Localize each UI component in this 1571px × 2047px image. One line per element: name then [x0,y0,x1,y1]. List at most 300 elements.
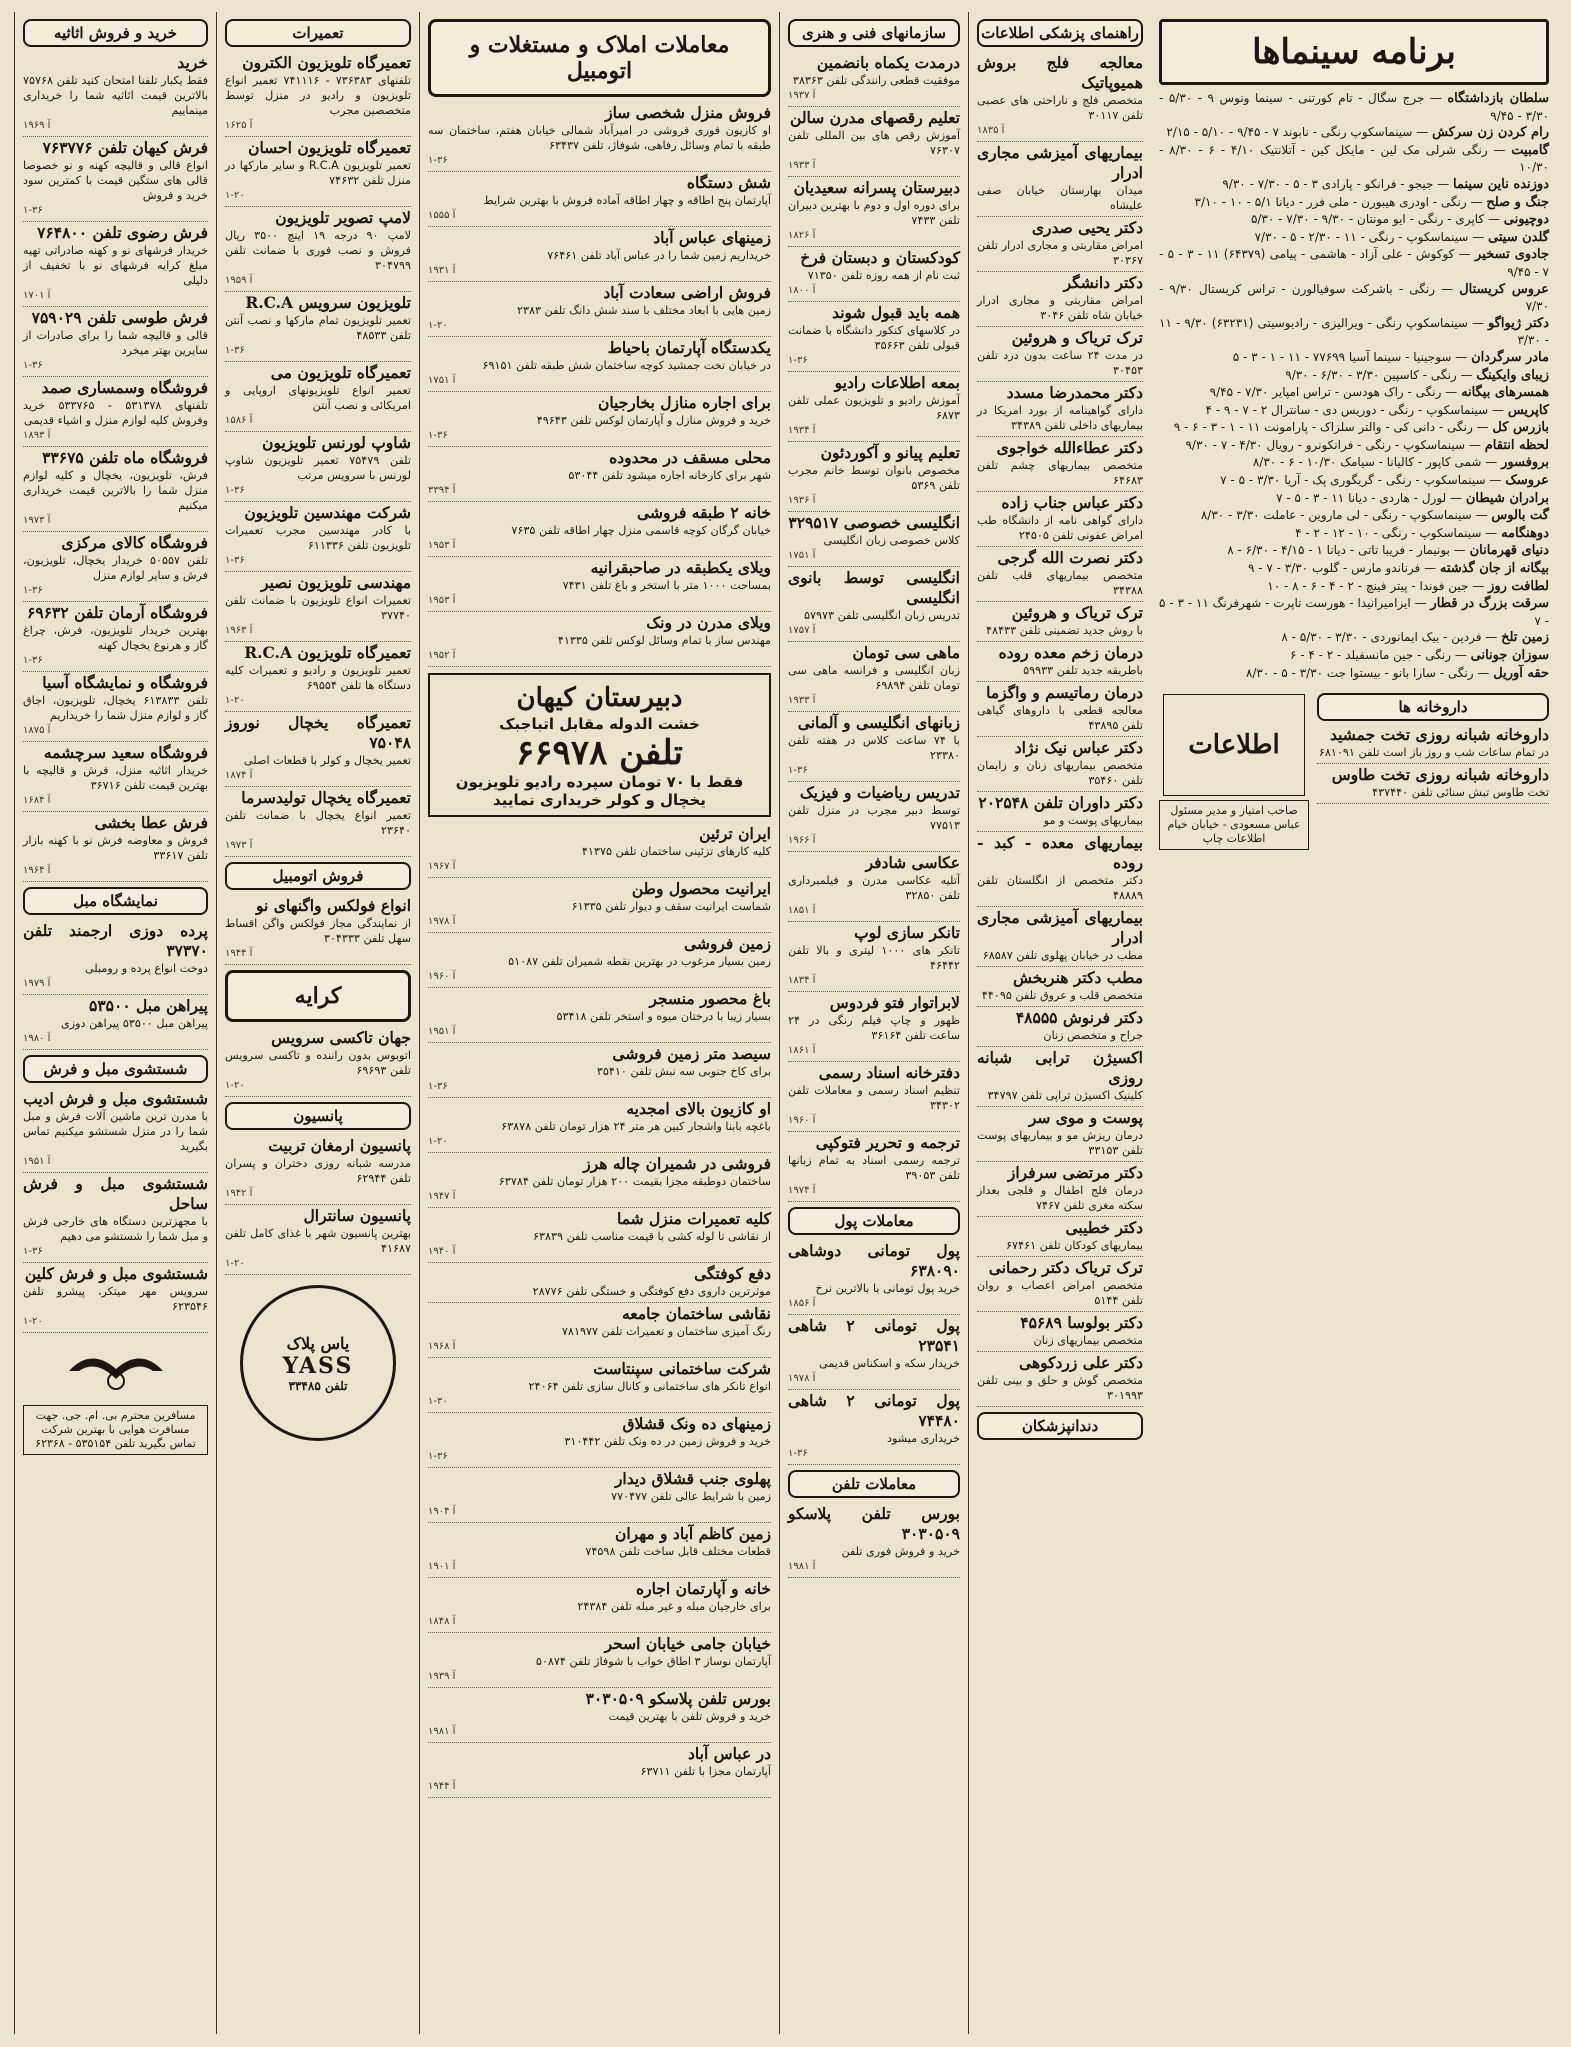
ad-body: تلفن ۶۱۳۸۳۳ یخچال، تلویزیون، اجاق گاز و لوازم منزل شما را خریداریم [23,694,208,722]
film-title: گلدن سیتی [1488,229,1549,245]
ad-title: او کازیون بالای امجدیه [626,1099,771,1118]
ad-title: فروشی در شمیران چاله هرز [583,1154,771,1173]
film-showtimes: بونیمار - فریبا تاتی - دیانا ۱ - ۴/۱۵ - ۶/۳۰ - ۸ [1227,543,1450,558]
cinema-listing: دوزنده ناین سینما — جیجو - فرانکو - پارادی ۳ - ۵ - ۷/۳۰ - ۹/۳۰ [1222,176,1549,192]
section-header-pension: پانسیون [225,1102,411,1130]
ad-body: با ۷۴ ساعت کلاس در هفته تلفن ۲۳۳۸۰ [788,734,960,762]
ad-title: دکتر داوران تلفن ۲۰۲۵۴۸ [978,793,1143,812]
classified-ad [788,247,960,302]
cinema-listing: بازرس کل — رنگی - دانی کی - والتر سلزاک - پارامونت ۱۱ - ۱ - ۳ - ۶ - ۹ [1173,420,1549,436]
ad-code: آ ۱۹۳۱ [428,265,456,276]
ad-code: آ ۱۹۵۱ [23,1156,51,1167]
ad-body: ساختمان دوطبقه مجزا بقیمت ۲۰۰ هزار تومان تلفن ۶۳۷۸۴ [498,1175,771,1188]
classified-ad [225,572,411,642]
classified-ad [977,1107,1143,1162]
classified-ad [977,327,1143,382]
cinema-listing: همسرهای بیگانه — رنگی - راک هودسن - تراس امپایر ۷/۳۰ - ۹/۴۵ [1209,385,1549,401]
ad-title: ترجمه و تحریر فتوکپی [815,1133,960,1152]
ad-title: پول تومانی ۲ شاهی ۷۴۴۸۰ [788,1391,960,1430]
classified-ad [788,852,960,922]
classified-ad [428,282,771,337]
section-header-arts: سازمانهای فنی و هنری [788,19,960,47]
film-showtimes: جرج سگال - تام کورتنی - سینما ونوس ۹ - ۵/۳۰ - ۳/۳۰ - ۹/۴۵ [1159,91,1549,123]
ad-title: بورس تلفن پلاسکو ۳۰۳۰۵۰۹ [585,1689,771,1708]
ad-code: ۱-۳۰ [428,1396,448,1407]
ad-title: تعمیرگاه تلویزیون احسان [248,138,411,157]
classified-ad [23,532,208,602]
ad-body: خریدار فرشهای نو و کهنه صادراتی تهیه مبلغ کرایه فرشهای نو با تخفیف از دلیلی [23,244,208,287]
ad-title: فروشگاه ماه تلفن ۳۳۶۷۵ [42,448,208,467]
box-ad-phone: تلفن ۶۶۹۷۸ [516,733,683,773]
classified-ad [428,447,771,502]
ad-title: فرش عطا بخشی [94,813,208,832]
classified-ad [23,742,208,812]
classified-ad [977,792,1143,832]
ad-code: آ ۱۹۸۱ [788,1561,816,1572]
ad-body: امراض مقاربتی و مجاری ادرار تلفن ۳۰۳۶۷ [977,239,1143,267]
ad-code: آ ۱۸۴۸ [428,1616,456,1627]
ad-title: ایران ترئین [699,824,771,843]
classified-ad [788,712,960,782]
ads-pharmacies [1317,724,1549,804]
ad-title: شستشوی مبل و فرش ساحل [23,1174,208,1213]
ad-title: تعمیرگاه یخچال نوروز ۷۵۰۴۸ [225,713,411,752]
ad-body: دارای گواهینامه از بورد امریکا در بیماریهای داخلی تلفن ۳۴۳۸۹ [977,404,1143,432]
ad-title: خیابان جامی خیابان اسحر [604,1634,771,1653]
ad-title: خانه و آپارتمان اجاره [635,1579,771,1598]
ad-title: ویلای مدرن در ونک [646,613,771,632]
ad-title: فروشگاه کالای مرکزی [61,533,208,552]
ad-body: آپارتمان نوساز ۳ اطاق خواب با شوفاژ تلفن ۵۰۸۷۴ [535,1655,771,1668]
ad-title: تعمیرگاه یخچال تولیدسرما [241,788,411,807]
ad-body: آپارتمان مجزا با تلفن ۶۳۷۱۱ [640,1765,771,1778]
ads-money [788,1240,960,1465]
film-title: مادر سرگردان [1471,349,1549,365]
ad-body: قطعات مختلف قابل ساخت تلفن ۷۴۵۹۸ [585,1545,771,1558]
ad-title: فرش طوسی تلفن ۷۵۹۰۲۹ [31,308,208,327]
classified-ad [428,1208,771,1263]
film-showtimes: سینماسکوپ - رنگی - لی ماروین - عاملت ۳/۳۰ - ۸/۳۰ [1200,508,1472,523]
ad-title: انگلیسی توسط بانوی انگلیسی [788,568,960,607]
cinema-listing: جنگ و صلح — رنگی - اودری هیبورن - ملی فرر - دیانا ۵/۱ - ۱۰ - ۳/۱۰ [1194,194,1549,210]
ad-body: زمین بسیار مرغوب در بهترین نقطه شمیران تلفن ۵۱۰۸۷ [508,955,771,968]
ad-body: آموزش رادیو و تلویزیون عملی تلفن ۶۸۷۳ [788,394,960,422]
classified-ad [428,1358,771,1413]
ad-title: زمینهای عباس آباد [653,228,771,247]
ad-body: تعمیر تلویزیون R.C.A و سایر مارکها در منزل تلفن ۷۴۶۳۲ [225,159,412,187]
cinema-listing: برادران شیطان — لورل - هاردی - دیانا ۱۱ - ۳ - ۵ - ۷ [1276,490,1549,506]
ad-code: آ ۱۹۵۳ [428,595,456,606]
classified-ad [428,1263,771,1303]
film-title: زیبای وایکینگ [1476,367,1549,383]
ad-title: بیماریهای آمیزشی مجاری ادرار [977,143,1143,182]
classified-ad [1317,724,1549,764]
classified-ad [977,967,1143,1007]
ad-title: درمان رماتیسم و واگزما [986,683,1143,702]
classified-ad [788,177,960,247]
ad-title: نقاشی ساختمان جامعه [621,1304,771,1323]
ad-code: آ ۱۹۳۶ [788,495,816,506]
ad-code: آ ۱۹۷۳ [225,840,253,851]
ad-body: تانکر های ۱۰۰۰ لیتری و بالا تلفن ۴۶۴۴۲ [788,944,960,972]
ad-code: آ ۱۸۵۱ [788,905,816,916]
ad-body: آپارتمان پنج اطاقه و چهار اطاقه آماده فروش با بهترین شرایط [483,194,771,207]
ad-body: متخصص بیماریهای قلب تلفن ۳۴۳۸۸ [977,569,1143,597]
ad-body: متخصص قلب و عروق تلفن ۴۴۰۹۵ [981,989,1143,1002]
ads-real-estate-a [428,102,771,667]
classified-ad [977,272,1143,327]
section-header-cinemas: برنامه سینماها [1159,19,1549,85]
ad-title: انواع فولکس واگنهای نو [256,896,411,915]
classified-ad [225,207,411,292]
ad-title: ترک تریاک و هروئین [1011,328,1143,347]
classified-ad [788,1132,960,1202]
classified-ad [977,52,1143,142]
film-showtimes: لورل - هاردی - دیانا ۱۱ - ۳ - ۵ - ۷ [1276,490,1447,505]
classified-ad [23,920,208,995]
ad-code: ۱-۲۰ [225,190,245,201]
ad-body: متخصص فلج و ناراحتی های عصبی تلفن ۳۰۱۱۷ [977,94,1143,122]
classified-ad [428,878,771,933]
publisher-note: صاحب امتیاز و مدیر مسئول عباس مسعودی - خیابان خیام اطلاعات چاپ [1159,800,1309,850]
ad-body: از نمایندگی مجاز فولکس واگن اقساط سهل تلفن ۳۰۴۳۳۳ [225,917,411,945]
section-header-furniture-shows: نمایشگاه مبل [23,887,208,915]
classified-ad [788,107,960,177]
classified-ad [788,52,960,107]
classified-ad [23,52,208,137]
ad-title: شرکت ساختمانی سپنتاست [593,1359,771,1378]
ad-title: فروش منزل شخصی ساز [605,103,771,122]
classified-ad [977,1257,1143,1312]
ad-title: پانسیون ارمغان تربیت [268,1136,411,1155]
ad-code: آ ۱۸۷۴ [225,770,253,781]
ad-code: آ ۱۷۵۱ [428,375,456,386]
cinema-listing: لحظه انتقام — سینماسکوپ - رنگی - فرانکونرو - رویال ۴/۳۰ - ۷ - ۹/۳۰ [1185,437,1549,453]
ad-body: باغچه بابنا واشجار کبین هر متر ۲۴ هزار تومان تلفن ۶۳۸۷۸ [501,1120,771,1133]
ad-body: تدریس زبان انگلیسی تلفن ۵۷۹۷۳ [804,609,960,622]
ad-title: دکتر علی زردکوهی [1019,1353,1143,1372]
ad-code: آ ۱۸۵۶ [788,1298,816,1309]
ad-body: فقط یکبار تلفنا امتحان کنید تلفن ۷۵۷۶۸ بالاترین قیمت اثاثیه شما را خریداری مینماییم [23,74,208,117]
classified-ad [977,1162,1143,1217]
ads-cars [225,895,411,965]
film-title: حقه آوریل [1493,665,1549,681]
ad-body: امراض مقاربتی و مجاری ادرار خیابان شاه تلفن ۳۰۴۶ [977,294,1143,322]
ad-code: آ ۱۸۶۱ [788,1045,816,1056]
ad-code: آ ۱۸۷۵ [23,725,51,736]
ad-code: آ ۱۹۳۳ [788,160,816,171]
ad-body: تنظیم اسناد رسمی و معاملات تلفن ۳۴۳۰۲ [788,1084,960,1112]
ad-body: شهر برای کارخانه اجاره میشود تلفن ۵۳۰۴۴ [568,469,771,482]
ad-body: انواع قالی و قالیچه کهنه و نو خصوصا قالی های ستگین قیمت با کمترین سود خرید و فروش [23,159,208,202]
yass-stamp-text: یاس پلاک [286,1333,350,1353]
ad-body: متخصص بیماریهای چشم تلفن ۶۴۶۸۳ [977,459,1143,487]
classified-ad [788,442,960,512]
ad-body: با مدرن ترین ماشین آلات فرش و مبل شما را در منزل شستشو میکنیم تماس بگیرید [23,1110,208,1153]
ad-body: برای خارجیان مبله و غیر مبله تلفن ۲۴۳۸۴ [577,1600,771,1613]
ad-body: متخصص گوش و حلق و بینی تلفن ۳۰۱۹۹۳ [977,1374,1143,1402]
column-medical [968,12,1151,2034]
ad-code: آ ۱۹۳۷ [788,90,816,101]
ad-body: خرید و فروش فوری تلفن [841,1545,960,1558]
ad-title: دکتر خطیبی [1065,1218,1143,1237]
cinema-listing: دنیای قهرمانان — بونیمار - فریبا تاتی - دیانا ۱ - ۴/۱۵ - ۶/۳۰ - ۸ [1227,543,1549,559]
column-arts-education [779,12,968,2034]
ad-code: آ ۱۹۵۲ [428,650,456,661]
classified-ad [977,642,1143,682]
ad-title: دکتر عباس جناب زاده [1001,493,1143,512]
ad-body: تلفنهای ۵۳۱۳۷۸ - ۵۳۳۷۶۵ خرید وفروش کلیه لوازم منزل و اشیاء قدیمی [23,399,208,427]
column-furniture [14,12,216,2034]
ad-code: آ ۱۶۸۴ [23,795,51,806]
ad-title: پهلوی جنب قشلاق دیدار [614,1469,771,1488]
classified-ad [977,437,1143,492]
cinema-listing: زمین تلخ — فردین - بیک ایمانوردی - ۳/۳۰ - ۵/۳۰ - ۸ [1281,630,1549,646]
ad-code: آ ۱۵۸۶ [225,415,253,426]
film-showtimes: رنگی - راک هودسن - تراس امپایر ۷/۳۰ - ۹/۴۵ [1209,385,1442,400]
classified-ad [428,1153,771,1208]
film-title: لحظه انتقام [1484,437,1549,453]
ad-title: عکاسی شادفر [865,853,960,872]
classified-ad [428,1303,771,1358]
ad-body: با روش جدید تضمینی تلفن ۴۸۴۳۳ [986,624,1143,637]
ad-body: قالی و قالیچه شما را برای صادرات از سایرین بهتر میخرد [23,329,208,357]
film-showtimes: جین فوندا - پیتر فینچ - ۲ - ۴ - ۶ - ۸ - ۱۰ [1267,578,1469,593]
ad-body: سرویس مهر میتکر، پیشرو تلفن ۶۲۳۵۴۶ [23,1285,208,1313]
film-title: دوزنده ناین سینما [1453,176,1549,192]
cinema-listing: عروسک — سینماسکوپ - رنگی - گریگوری پک - آریا ۳/۳۰ - ۵ - ۷ [1220,473,1549,489]
cinema-listing: حقه آوریل — رنگی - سارا بانو - بیستوا جت ۳/۳۰ - ۵ - ۸/۳۰ [1245,665,1549,681]
classified-ad [788,922,960,992]
ad-title: دکتر عباس نیک نژاد [1014,738,1143,757]
section-header-medical: راهنمای پزشکی اطلاعات [977,19,1143,47]
film-title: کاپریس [1507,402,1549,418]
classified-ad [788,567,960,642]
ad-body: لامپ ۹۰ درجه ۱۹ اینچ ۳۵۰۰ ریال فروش و نصب فوری با ضمانت تلفن ۳۰۴۷۹۹ [225,229,411,272]
ads-furniture [23,52,208,882]
film-showtimes: سوجینیا - سینما آسیا ۷۷۶۹۹ - ۱۱ - ۱ - ۳ - ۵ [1232,349,1452,364]
classified-ad [225,502,411,572]
film-title: برادران شیطان [1465,490,1549,506]
ad-body: خرید پول تومانی با بالاترین نرخ [815,1282,960,1295]
ads-repairs [225,52,411,857]
ads-arts [788,52,960,1202]
ad-code: آ ۱۹۷۴ [788,1185,816,1196]
ad-code: ۱-۳۶ [23,205,43,216]
ad-title: دکتر عطاءالله خواجوی [996,438,1143,457]
ad-code: آ ۱۶۲۵ [225,120,253,131]
ad-body: کلیه کارهای تزئینی ساختمان تلفن ۴۱۳۷۵ [581,845,771,858]
ad-title: پیراهن مبل ۵۳۵۰۰ [89,996,208,1015]
classified-ad [977,492,1143,547]
ad-code: آ ۱۹۴۴ [225,948,253,959]
ads-real-estate-b [428,823,771,1798]
cinema-listing: دوهنگامه — سینماسکوپ - رنگی - ۱۰ - ۱۲ - ۲ - ۴ [1295,525,1549,541]
ad-code: آ ۱۹۶۶ [788,835,816,846]
ad-body: بهترین پانسیون شهر با غذای کامل تلفن ۴۱۶۸۷ [225,1227,411,1255]
ad-code: ۱-۲۰ [225,695,245,706]
ad-title: ترک تریاک دکتر رحمانی [988,1258,1143,1277]
ad-body: مدرسه شبانه روزی دختران و پسران تلفن ۶۲۹۴۴ [225,1157,411,1185]
film-showtimes: رنگی - باشرکت سوفیالورن - تراس کریستال ۹/۳۰ - ۷/۳۰ [1159,281,1549,314]
ad-title: فرش کیهان تلفن ۷۶۳۷۷۶ [42,138,208,157]
classified-ad [977,682,1143,737]
cinema-listing: بروفسور — شمی کاپور - کالیانا - سیامک ۱۰/۳۰ - ۶ - ۸/۳۰ [1252,455,1549,471]
ad-code: آ ۱۵۵۵ [428,210,456,221]
classified-ad [428,502,771,557]
cinema-listing: زیبای وایکینگ — رنگی - کاسپین ۳/۳۰ - ۶/۳۰ - ۹/۳۰ [1285,367,1549,383]
classified-ad [977,547,1143,602]
classified-ad [788,1240,960,1315]
ad-code: آ ۱۹۷۸ [428,916,456,927]
ad-body: درمان فلج اطفال و فلجی بعداز سکته مغزی تلفن ۷۴۶۷ [977,1184,1143,1212]
ad-code: آ ۱۹۶۷ [428,861,456,872]
film-showtimes: سینماسکوپ - رنگی - ۱۱ - ۲/۳۰ - ۵ - ۷/۳۰ [1254,229,1469,244]
film-showtimes: سینماسکوپ - رنگی - فرانکونرو - رویال ۴/۳۰ - ۷ - ۹/۳۰ [1185,437,1466,452]
classified-ad [23,447,208,532]
ad-body: دوخت انواع پرده و رومبلی [84,962,208,975]
classified-ad [428,1633,771,1688]
cinema-listing: دوچیونی — کاپری - رنگی - ایو مونتان - ۹/۳۰ - ۷/۳۰ - ۵/۳۰ [1250,212,1549,228]
film-showtimes: کوکوش - علی آزاد - هاشمی - پیامی (۶۴۳۷۹) ۱۱ - ۳ - ۵ - ۷ - ۹/۴۵ [1159,247,1549,279]
column-repairs [216,12,419,2034]
ad-title: کلیه تعمیرات منزل شما [616,1209,771,1228]
cinema-listing: رام کردن زن سرکش — سینماسکوپ رنگی - نابوند ۷ - ۹/۴۵ - ۵/۱۰ - ۲/۱۵ [1166,125,1549,141]
ad-title: زمینهای ده ونک قشلاق [622,1414,771,1433]
classified-ad [788,372,960,442]
ad-title: دفترخانه اسناد رسمی [818,1063,960,1082]
ad-title: خرید [177,53,208,72]
ad-body: درمان ریزش مو و بیماریهای پوست تلفن ۳۳۱۵۳ [977,1129,1143,1157]
ad-body: خیابان گرگان کوچه قاسمی منزل چهار اطاقه تلفن ۷۶۳۵ [511,524,771,537]
classified-ad [23,137,208,222]
ad-code: آ ۱۹۴۴ [428,1781,456,1792]
ad-title: فروشگاه و نمایشگاه آسیا [42,673,208,692]
ad-title: پوست و موی سر [1028,1108,1143,1127]
film-showtimes: سینماسکوپ رنگی - نابوند ۷ - ۹/۴۵ - ۵/۱۰ - ۲/۱۵ [1166,125,1413,140]
ad-title: فروشگاه سعید سرچشمه [43,743,208,762]
cinema-listing: گت بالوس — سینماسکوپ - رنگی - لی ماروین - عاملت ۳/۳۰ - ۸/۳۰ [1200,508,1549,524]
pharmacy-area [1159,690,1549,850]
ad-title: مهندسی تلویزیون نصیر [261,573,411,592]
ad-body: خریداریم زمین شما را در عباس آباد تلفن ۷۶۴۶۱ [547,249,771,262]
film-title: بیگانه از جان گذشته [1439,561,1549,577]
ad-body: معالجه قطعی با داروهای گیاهی تلفن ۴۳۸۹۵ [977,704,1143,732]
ad-title: تلویزیون سرویس R.C.A [245,293,411,312]
ad-code: ۱-۳۶ [225,485,245,496]
film-title: گامبیت [1511,142,1549,158]
cinema-listing: گلدن سیتی — سینماسکوپ - رنگی - ۱۱ - ۲/۳۰ - ۵ - ۷/۳۰ [1254,229,1549,245]
publisher-block [1159,690,1309,850]
ad-title: ایرانیت محصول وطن [631,879,771,898]
ad-code: آ ۱۹۷۳ [23,515,51,526]
ad-title: خانه ۲ طبقه فروشی [637,503,771,522]
ad-body: تلفن ۷۵۴۷۹ تعمیر تلویزیون شاوپ لورنس با سرویس مرتب [225,454,411,482]
ad-body: تلفنهای ۷۳۶۳۸۳ - ۷۴۱۱۱۶ تعمیر انواع تلویزیون و رادیو در منزل توسط متخصصین مجرب [225,74,411,117]
classified-ad [977,1352,1143,1407]
ad-title: فرش رضوی تلفن ۷۶۴۸۰۰ [37,223,208,242]
ad-body: کلاس خصوصی زبان انگلیسی [823,534,960,547]
film-title: زمین تلخ [1501,630,1549,646]
ad-title: شستشوی مبل و فرش ادیب [23,1089,208,1108]
ad-title: تعمیرگاه تلویزیون می [270,363,411,382]
classified-ad [788,1315,960,1390]
ad-code: ۱-۳۶ [428,430,448,441]
ad-body: میدان بهارستان خیابان صفی علیشاه [977,184,1143,212]
film-title: همسرهای بیگانه [1461,385,1549,401]
film-title: دوهنگامه [1501,525,1549,541]
ad-code: آ ۱۹۸۱ [428,1726,456,1737]
ad-code: آ ۱۷۰۱ [23,290,51,301]
ad-body: خرید و فروش زمین در ده ونک تلفن ۳۱۰۴۴۲ [564,1435,771,1448]
ad-code: آ ۱۹۶۰ [428,971,456,982]
ad-title: کودکستان و دبستان فرخ [800,248,960,267]
ad-code: آ ۱۹۴۰ [428,1246,456,1257]
ad-title: بیماریهای معده - کبد - روده [977,833,1143,872]
ad-code: آ ۱۹۳۳ [788,695,816,706]
ad-body: توسط دبیر مجرب در منزل تلفن ۷۷۵۱۳ [788,804,960,832]
ad-title: پانسیون سانترال [303,1206,411,1225]
classified-ad [428,1578,771,1633]
film-showtimes: رنگی - کاسپین ۳/۳۰ - ۶/۳۰ - ۹/۳۰ [1285,367,1457,382]
ad-body: باطریقه جدید تلفن ۵۹۹۳۳ [1023,664,1143,677]
classified-ad [977,382,1143,437]
ad-body: او کازیون فوری فروشی در امیرآباد شمالی خیابان هفتم، ساختمان سه طبقه با تمام وسائل رفاهی، شوفاژ، تلفن ۶۳۴۳۷ [428,124,771,152]
ad-body: بسیار زیبا با درختان میوه و استخر تلفن ۵۳۴۱۸ [556,1010,771,1023]
ad-body: ترجمه رسمی اسناد به تمام زبانها تلفن ۳۹۰۵۳ [788,1154,960,1182]
classified-ad [23,602,208,672]
airline-emblem-icon [61,1341,171,1397]
ad-body: متخصص امراض اعصاب و روان تلفن ۵۱۴۴ [977,1279,1143,1307]
ad-title: محلی مسقف در محدوده [609,448,771,467]
ad-title: زمین کاظم آباد و مهران [614,1524,771,1543]
section-header-rent: کرایه [225,970,411,1022]
classified-ad [428,102,771,172]
cinema-listing: سلطان بازداشتگاه — جرج سگال - تام کورتنی - سینما ونوس ۹ - ۵/۳۰ - ۳/۳۰ - ۹/۴۵ [1159,91,1549,123]
section-header-dentists: دندانپزشکان [977,1412,1143,1440]
section-header-money: معاملات پول [788,1207,960,1235]
section-header-repairs: تعمیرات [225,19,411,47]
ad-body: کلینیک اکسیژن تراپی تلفن ۳۴۷۹۷ [987,1089,1143,1102]
classified-ad [788,782,960,852]
ad-title: همه باید قبول شوند [832,303,960,322]
ad-body: در خیابان تخت جمشید کوچه ساختمان شش طبقه تلفن ۶۹۱۵۱ [482,359,771,372]
ad-title: پرده دوزی ارجمند تلفن ۳۷۳۷۰ [23,921,208,960]
classified-ad [428,1043,771,1098]
ad-title: ترک تریاک و هروئین [1011,603,1143,622]
classified-ad [225,362,411,432]
ad-body: خریدار سکه و اسکناس قدیمی [819,1357,960,1370]
ad-code: آ ۱۸۰۰ [788,285,816,296]
ad-code: ۱-۲۰ [23,1316,43,1327]
ad-code: ۱-۳۶ [788,765,808,776]
ad-title: دفع کوفتگی [694,1264,771,1283]
ad-title: بورس تلفن پلاسکو ۳۰۳۰۵۰۹ [788,1504,960,1543]
film-showtimes: سینماسکوپ رنگی - ویرالیزی - رادیوسیتی (۶۳۲۳۱) ۹/۳۰ - ۱۱ - ۳/۳۰ [1159,315,1549,348]
film-showtimes: رنگی - دانی کی - والتر سلزاک - پارامونت ۱۱ - ۱ - ۳ - ۶ - ۹ [1173,420,1473,435]
airline-note: مسافرین محترم بی. ام. جی. جهت مسافرت هوایی با بهترین شرکت تماس بگیرید تلفن ۵۳۵۱۵۴ - ۶۲۳۶۸ [23,1405,208,1455]
ad-code: آ ۱۷۵۱ [788,550,816,561]
film-title: دنیای قهرمانان [1469,543,1549,559]
classified-ad [225,1205,411,1275]
ad-code: آ ۱۹۶۰ [788,1115,816,1126]
ad-title: تعمیرگاه تلویزیون R.C.A [244,643,411,662]
classified-ad [1317,764,1549,804]
ad-title: بمعه اطلاعات رادیو [834,373,960,392]
ad-body: آتلیه عکاسی مدرن و فیلمبرداری تلفن ۳۲۸۵۰ [788,874,960,902]
ad-title: فروش اراضی سعادت آباد [603,283,771,302]
ad-code: ۱-۳۶ [23,655,43,666]
